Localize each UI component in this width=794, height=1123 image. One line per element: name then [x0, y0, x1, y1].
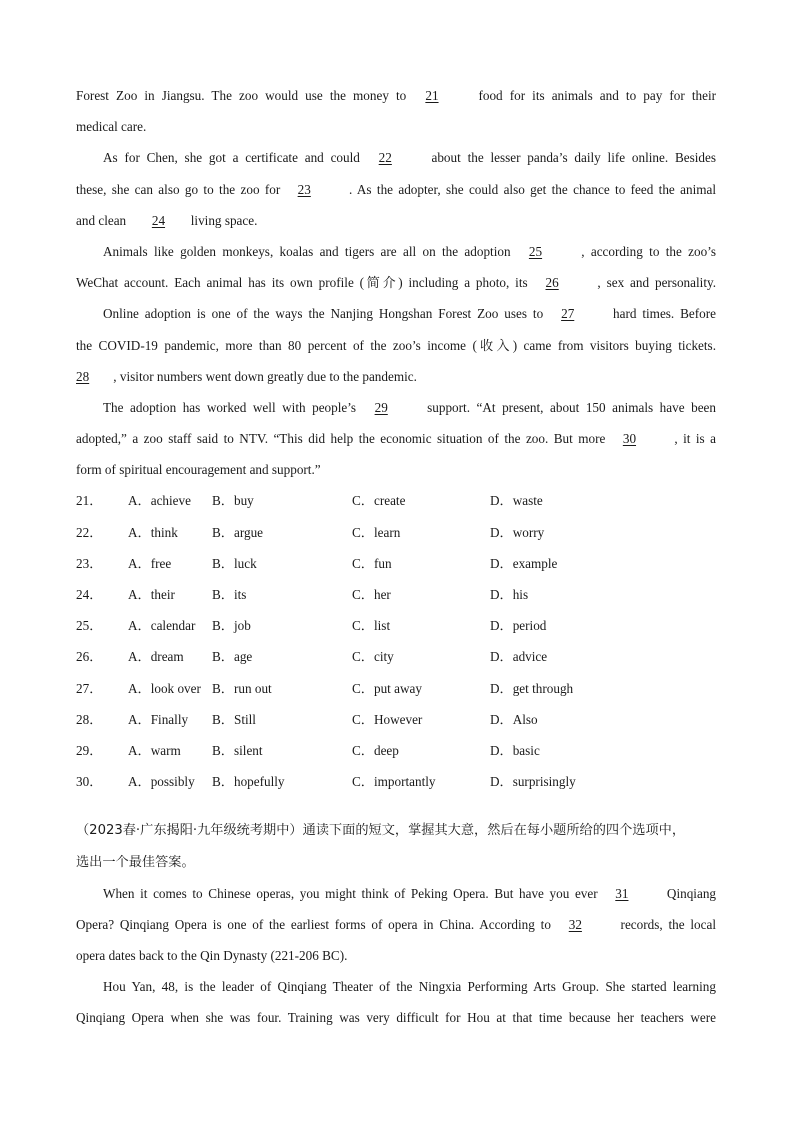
instruction-text: 选出一个最佳答案。 — [76, 854, 195, 870]
section-gap — [76, 797, 716, 815]
passage-line — [76, 80, 716, 111]
option-d: D．worry — [490, 524, 545, 540]
option-c: C．put away — [352, 680, 422, 696]
option-a: A．look over — [128, 680, 201, 696]
text-segment: the COVID-19 pandemic, more than 80 percent of the zoo’s income (收入) came from visitors buying tickets. — [76, 337, 716, 353]
passage-line — [76, 361, 716, 392]
text-segment: living space. — [190, 212, 258, 228]
question-number: 28． — [76, 711, 103, 727]
blank-29: 29 — [374, 399, 388, 415]
option-d: D．period — [490, 618, 547, 634]
option-a: A．calendar — [128, 618, 196, 634]
question-number: 22． — [76, 524, 103, 540]
option-c: C．city — [352, 649, 394, 665]
text-segment: records, the local — [620, 916, 717, 932]
option-a: A．Finally — [128, 711, 189, 727]
question-row-29 — [76, 735, 716, 766]
passage-line — [76, 878, 716, 909]
passage-line — [76, 298, 716, 329]
option-d: D．advice — [490, 649, 548, 665]
passage-line — [76, 392, 716, 423]
option-b: B．age — [212, 649, 253, 665]
text-segment: these, she can also go to the zoo for — [76, 181, 281, 197]
passage-line — [76, 909, 716, 940]
option-a: A．their — [128, 587, 175, 602]
question-row-28 — [76, 704, 716, 735]
question-number: 23． — [76, 555, 103, 571]
text-segment: When it comes to Chinese operas, you might think of Peking Opera. But have you ever — [103, 885, 598, 901]
option-d: D．surprisingly — [490, 774, 576, 790]
passage-line — [76, 1002, 716, 1033]
text-segment: support. “At present, about 150 animals have been — [427, 399, 716, 415]
text-segment: Qinqiang Opera when she was four. Training was very difficult for Hou at that time because her teachers were — [76, 1010, 716, 1026]
document-content — [76, 80, 716, 1034]
option-a: A．possibly — [128, 774, 195, 790]
section-instruction — [76, 847, 716, 878]
question-number: 26． — [76, 649, 103, 665]
text-segment: . As the adopter, she could also get the chance to feed the animal — [348, 181, 717, 197]
blank-27: 27 — [561, 306, 575, 322]
option-a: A．free — [128, 555, 172, 571]
option-b: B．job — [212, 618, 251, 634]
option-b: B．hopefully — [212, 774, 285, 790]
passage-line — [76, 205, 716, 236]
passage-line — [76, 330, 716, 361]
question-row-21 — [76, 485, 716, 516]
question-row-26 — [76, 641, 716, 672]
text-segment: , it is a — [674, 431, 716, 447]
option-c: C．her — [352, 587, 391, 602]
passage-line — [76, 971, 716, 1002]
blank-26: 26 — [545, 275, 559, 291]
option-d: D．waste — [490, 493, 543, 509]
text-segment: Qinqiang — [666, 885, 717, 901]
option-c: C．deep — [352, 742, 399, 758]
text-segment: hard times. Before — [613, 306, 717, 322]
text-segment: , sex and personality. — [597, 275, 717, 291]
blank-21: 21 — [425, 88, 439, 103]
option-c: C．list — [352, 618, 391, 634]
question-number: 24． — [76, 587, 103, 602]
question-options-list — [76, 485, 716, 797]
option-b: B．Still — [212, 711, 256, 727]
text-segment: Hou Yan, 48, is the leader of Qinqiang Theater of the Ningxia Performing Arts Group. She started learning — [103, 979, 716, 995]
text-segment: Animals like golden monkeys, koalas and tigers are all on the adoption — [103, 243, 511, 259]
option-a: A．warm — [128, 742, 181, 758]
text-segment: The adoption has worked well with people’s — [103, 399, 357, 415]
blank-22: 22 — [378, 150, 392, 166]
option-a: A．think — [128, 524, 178, 540]
passage-line — [76, 267, 716, 298]
question-number: 30． — [76, 774, 103, 790]
text-segment: adopted,” a zoo staff said to NTV. “This did help the economic situation of the zoo. But more — [76, 431, 606, 447]
text-segment: Opera? Qinqiang Opera is one of the earliest forms of opera in China. According to — [76, 916, 551, 932]
option-d: D．his — [490, 587, 529, 602]
passage-line — [76, 940, 716, 971]
blank-28: 28 — [76, 368, 90, 384]
question-row-30 — [76, 766, 716, 797]
text-segment: As for Chen, she got a certificate and could — [103, 150, 360, 166]
option-a: A．dream — [128, 649, 184, 665]
passage-line — [76, 454, 716, 485]
text-segment: medical care. — [76, 119, 147, 135]
question-row-25 — [76, 610, 716, 641]
question-row-22 — [76, 517, 716, 548]
question-number: 29． — [76, 742, 103, 758]
text-segment: Forest Zoo in Jiangsu. The zoo would use the money to — [76, 88, 407, 103]
passage-line — [76, 423, 716, 454]
instruction-text: （2023春·广东揭阳·九年级统考期中）通读下面的短文，掌握其大意，然后在每小题所给的四个选项中， — [76, 823, 686, 839]
option-c: C．fun — [352, 555, 392, 571]
text-segment: opera dates back to the Qin Dynasty (221-206 BC). — [76, 948, 348, 964]
passage-line — [76, 236, 716, 267]
text-segment: , according to the zoo’s — [581, 243, 717, 259]
option-b: B．silent — [212, 742, 263, 758]
blank-23: 23 — [297, 181, 311, 197]
passage-line — [76, 174, 716, 205]
question-row-27 — [76, 673, 716, 704]
option-d: D．example — [490, 555, 558, 571]
text-segment: WeChat account. Each animal has its own profile (简介) including a photo, its — [76, 275, 528, 291]
blank-30: 30 — [622, 431, 637, 447]
option-c: C．However — [352, 711, 423, 727]
question-number: 27． — [76, 680, 103, 696]
text-segment: form of spiritual encouragement and support.” — [76, 462, 321, 478]
text-segment: , visitor numbers went down greatly due to the pandemic. — [113, 368, 417, 384]
question-row-24 — [76, 579, 716, 610]
text-segment: food for its animals and to pay for their — [478, 88, 717, 103]
question-row-23 — [76, 548, 716, 579]
option-a: A．achieve — [128, 493, 191, 509]
blank-24: 24 — [151, 212, 166, 228]
option-b: B．argue — [212, 524, 264, 540]
question-number: 21． — [76, 493, 103, 509]
question-number: 25． — [76, 618, 103, 634]
option-c: C．learn — [352, 524, 401, 540]
section-instruction — [76, 815, 716, 846]
option-b: B．buy — [212, 493, 254, 509]
text-segment: Online adoption is one of the ways the Nanjing Hongshan Forest Zoo uses to — [103, 306, 544, 322]
passage-line — [76, 111, 716, 142]
text-segment: about the lesser panda’s daily life online. Besides — [431, 150, 716, 166]
option-d: D．Also — [490, 711, 538, 727]
option-b: B．luck — [212, 555, 257, 571]
option-c: C．importantly — [352, 774, 436, 790]
option-d: D．basic — [490, 742, 540, 758]
blank-25: 25 — [528, 243, 543, 259]
passage-line — [76, 142, 716, 173]
blank-31: 31 — [615, 885, 629, 901]
option-c: C．create — [352, 493, 406, 509]
option-d: D．get through — [490, 680, 574, 696]
option-b: B．run out — [212, 680, 272, 696]
blank-32: 32 — [568, 916, 582, 932]
option-b: B．its — [212, 587, 247, 602]
text-segment: and clean — [76, 212, 127, 228]
